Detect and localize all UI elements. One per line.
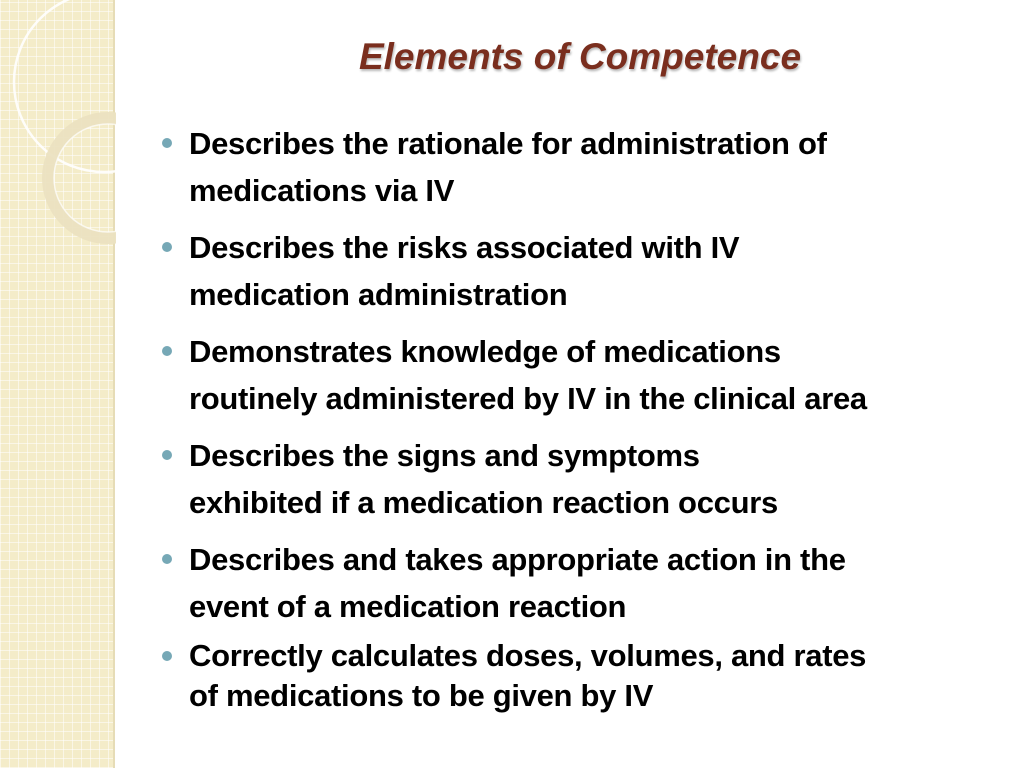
bullet-line: Demonstrates knowledge of medications <box>189 334 781 369</box>
bullet-marker-icon <box>162 651 172 661</box>
bullet-line: Describes the rationale for administration of <box>189 126 827 161</box>
bullet-marker-icon <box>162 450 172 460</box>
bullet-item <box>160 536 1010 630</box>
bullet-item <box>160 120 1010 214</box>
decorative-ring-small <box>48 118 116 238</box>
bullet-line: Correctly calculates doses, volumes, and rates <box>189 638 867 673</box>
bullet-line: Describes and takes appropriate action in the <box>189 542 846 577</box>
bullet-item <box>160 328 1010 422</box>
bullet-item <box>160 224 1010 318</box>
decorative-rings-graphic <box>0 0 116 260</box>
bullet-item <box>160 432 1010 526</box>
bullet-marker-icon <box>162 138 172 148</box>
bullet-marker-icon <box>162 554 172 564</box>
bullet-line: exhibited if a medication reaction occurs <box>189 485 778 520</box>
bullet-line: of medications to be given by IV <box>189 678 654 713</box>
bullet-line: medications via IV <box>189 173 455 208</box>
bullet-line: routinely administered by IV in the clinical area <box>189 381 867 416</box>
slide-title: Elements of Competence <box>358 36 802 77</box>
bullet-marker-icon <box>162 346 172 356</box>
bullet-line: medication administration <box>189 277 568 312</box>
bullet-line: Describes the signs and symptoms <box>189 438 700 473</box>
bullet-line: Describes the risks associated with IV <box>189 230 740 265</box>
bullet-list <box>160 120 1010 726</box>
bullet-item <box>160 636 1010 716</box>
bullet-marker-icon <box>162 242 172 252</box>
bullet-line: event of a medication reaction <box>189 589 627 624</box>
